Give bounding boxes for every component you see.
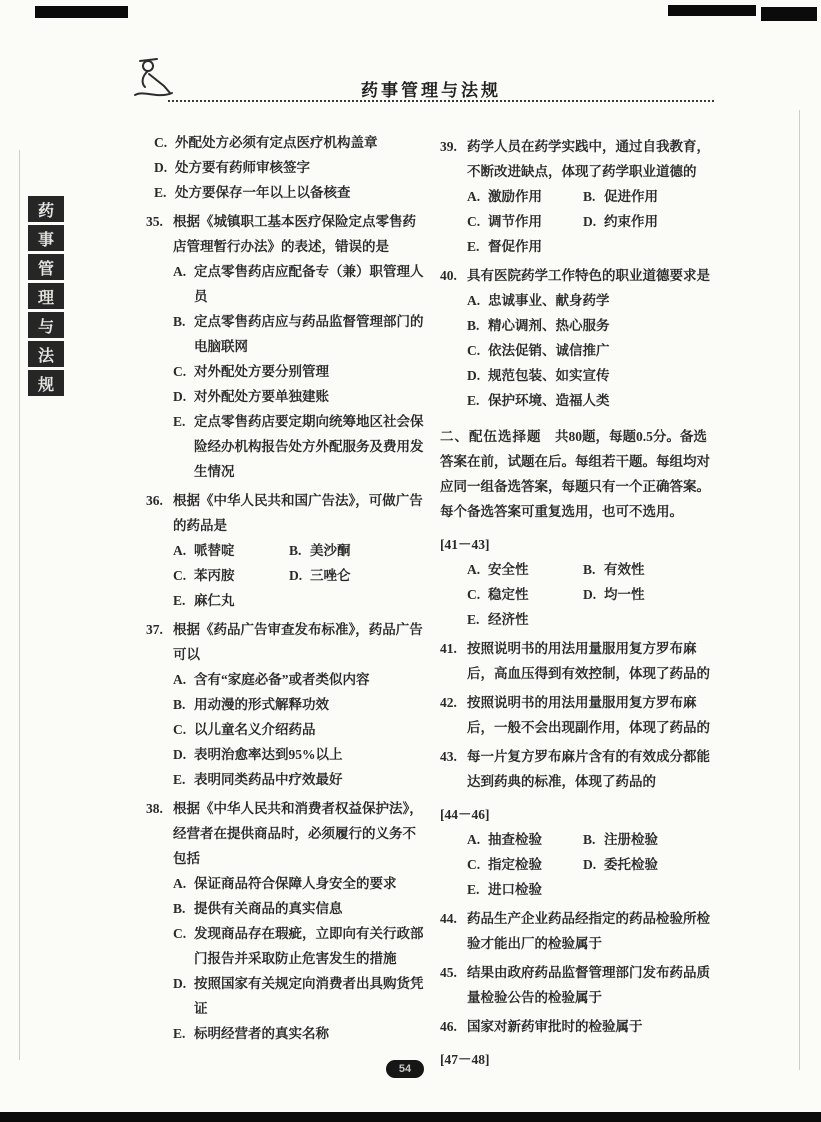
option-item — [289, 538, 424, 563]
question-item — [146, 617, 424, 667]
right-column — [440, 130, 718, 1072]
option-text: 委托检验 — [604, 857, 658, 872]
option-item — [146, 767, 424, 792]
question-text: 按照说明书的用法用量服用复方罗布麻后，一般不会出现副作用，体现了药品的 — [467, 695, 710, 735]
book-edge-tab-char: 理 — [28, 283, 64, 309]
option-text: 约束作用 — [604, 214, 658, 229]
option-text: 规范包装、如实宣传 — [488, 368, 610, 383]
section-instructions: 共80题，每题0.5分。备选答案在前，试题在后。每组若干题。每组均对应同一组备选答案，每题只有一个正确答案。每个备选答案可重复选用，也可不选用。 — [440, 429, 710, 519]
option-label: A. — [467, 293, 481, 308]
question-text: 药学人员在药学实践中，通过自我教育，不断改进缺点，体现了药学职业道德的 — [467, 139, 710, 179]
section-header — [440, 424, 718, 524]
option-item — [440, 338, 718, 363]
option-pair — [440, 184, 718, 209]
option-label: E. — [173, 772, 186, 787]
option-text: 忠诚事业、献身药学 — [488, 293, 610, 308]
option-text: 促进作用 — [604, 189, 658, 204]
question-item — [440, 906, 718, 956]
option-label: D. — [173, 389, 187, 404]
option-text: 对外配处方要单独建账 — [194, 389, 329, 404]
option-item — [467, 582, 583, 607]
option-item — [146, 130, 424, 155]
option-label: D. — [467, 368, 481, 383]
option-label: E. — [173, 1026, 186, 1041]
option-item — [467, 209, 583, 234]
option-item — [173, 538, 289, 563]
scan-artifact-bar — [761, 7, 817, 21]
option-item — [146, 588, 424, 613]
option-label: D. — [173, 976, 187, 991]
option-pair — [440, 582, 718, 607]
option-label: E. — [467, 882, 480, 897]
question-item — [146, 796, 424, 871]
question-number: 39. — [440, 139, 457, 154]
book-edge-tab-char: 法 — [28, 341, 64, 367]
option-text: 督促作用 — [488, 239, 542, 254]
question-number: 43. — [440, 749, 457, 764]
option-label: E. — [467, 612, 480, 627]
option-text: 进口检验 — [488, 882, 542, 897]
option-label: E. — [467, 393, 480, 408]
option-label: C. — [467, 587, 481, 602]
option-label: C. — [467, 214, 481, 229]
option-label: E. — [154, 185, 167, 200]
option-text: 苯丙胺 — [194, 568, 235, 583]
question-number: 40. — [440, 268, 457, 283]
option-text: 均一性 — [604, 587, 645, 602]
book-edge-tab-char: 事 — [28, 225, 64, 251]
book-edge-tab — [28, 196, 64, 396]
option-text: 依法促销、诚信推广 — [488, 343, 610, 358]
book-edge-tab-char: 规 — [28, 370, 64, 396]
question-item — [440, 263, 718, 288]
option-text: 表明同类药品中疗效最好 — [194, 772, 343, 787]
option-item — [146, 871, 424, 896]
option-text: 处方要有药师审核签字 — [175, 160, 310, 175]
option-item — [146, 409, 424, 484]
option-item — [440, 313, 718, 338]
option-label: C. — [467, 857, 481, 872]
option-label: D. — [583, 214, 597, 229]
scan-artifact-bar — [0, 1112, 821, 1122]
option-text: 按照国家有关规定向消费者出具购货凭证 — [194, 976, 424, 1016]
option-item — [146, 180, 424, 205]
option-text: 定点零售药店应配备专（兼）职管理人员 — [194, 264, 424, 304]
option-text: 表明治愈率达到95%以上 — [194, 747, 343, 762]
option-label: A. — [467, 832, 481, 847]
question-number: 44. — [440, 911, 457, 926]
left-column — [146, 130, 424, 1072]
option-label: A. — [467, 562, 481, 577]
option-pair — [440, 209, 718, 234]
section-title: 二、配伍选择题 — [440, 429, 542, 444]
option-text: 稳定性 — [488, 587, 529, 602]
option-label: B. — [583, 189, 596, 204]
question-text: 药品生产企业药品经指定的药品检验所检验才能出厂的检验属于 — [467, 911, 710, 951]
option-item — [146, 384, 424, 409]
option-label: B. — [289, 543, 302, 558]
option-label: B. — [173, 314, 186, 329]
option-text: 美沙酮 — [310, 543, 351, 558]
question-item — [440, 636, 718, 686]
question-number: 36. — [146, 493, 163, 508]
option-item — [146, 1021, 424, 1046]
option-item — [467, 852, 583, 877]
option-item — [440, 607, 718, 632]
answer-group-label: [44－46] — [440, 807, 490, 822]
option-text: 定点零售药店要定期向统筹地区社会保险经办机构报告处方外配服务及费用发生情况 — [194, 414, 424, 479]
option-item — [467, 827, 583, 852]
option-label: B. — [583, 562, 596, 577]
option-text: 以儿童名义介绍药品 — [194, 722, 316, 737]
option-text: 保护环境、造福人类 — [488, 393, 610, 408]
option-label: D. — [583, 587, 597, 602]
option-text: 提供有关商品的真实信息 — [194, 901, 343, 916]
option-text: 激励作用 — [488, 189, 542, 204]
question-number: 38. — [146, 801, 163, 816]
question-item — [440, 960, 718, 1010]
page-edge-line — [19, 150, 20, 1060]
option-text: 精心调剂、热心服务 — [488, 318, 610, 333]
option-text: 发现商品存在瑕疵，立即向有关行政部门报告并采取防止危害发生的措施 — [194, 926, 424, 966]
option-label: C. — [154, 135, 168, 150]
option-item — [440, 877, 718, 902]
option-item — [440, 288, 718, 313]
option-item — [146, 309, 424, 359]
option-item — [146, 359, 424, 384]
option-label: D. — [289, 568, 303, 583]
option-text: 调节作用 — [488, 214, 542, 229]
option-label: A. — [173, 876, 187, 891]
option-text: 指定检验 — [488, 857, 542, 872]
option-pair — [440, 557, 718, 582]
option-item — [146, 921, 424, 971]
option-label: C. — [173, 364, 187, 379]
option-item — [173, 563, 289, 588]
option-item — [146, 971, 424, 1021]
question-text: 根据《城镇职工基本医疗保险定点零售药店管理暂行办法》的表述，错误的是 — [173, 214, 416, 254]
option-text: 哌替啶 — [194, 543, 235, 558]
question-number: 35. — [146, 214, 163, 229]
option-item — [583, 582, 718, 607]
option-text: 处方要保存一年以上以备核查 — [175, 185, 351, 200]
option-label: B. — [173, 697, 186, 712]
option-label: D. — [173, 747, 187, 762]
option-text: 安全性 — [488, 562, 529, 577]
option-text: 用动漫的形式解释功效 — [194, 697, 329, 712]
question-text: 每一片复方罗布麻片含有的有效成分都能达到药典的标准，体现了药品的 — [467, 749, 710, 789]
option-text: 含有“家庭必备”或者类似内容 — [194, 672, 370, 687]
option-item — [440, 363, 718, 388]
option-item — [289, 563, 424, 588]
option-label: B. — [467, 318, 480, 333]
question-text: 具有医院药学工作特色的职业道德要求是 — [467, 268, 710, 283]
page-number-badge: 54 — [386, 1060, 424, 1078]
option-pair — [146, 538, 424, 563]
option-item — [583, 209, 718, 234]
option-text: 保证商品符合保障人身安全的要求 — [194, 876, 397, 891]
scan-artifact-bar — [668, 5, 756, 16]
option-label: D. — [583, 857, 597, 872]
option-text: 外配处方必须有定点医疗机构盖章 — [175, 135, 378, 150]
question-text: 国家对新药审批时的检验属于 — [467, 1019, 643, 1034]
option-item — [146, 742, 424, 767]
option-label: E. — [467, 239, 480, 254]
answer-group-label: [47－48] — [440, 1052, 490, 1067]
option-label: A. — [173, 543, 187, 558]
question-item — [146, 488, 424, 538]
option-label: B. — [173, 901, 186, 916]
option-pair — [440, 852, 718, 877]
option-item — [583, 184, 718, 209]
option-item — [146, 259, 424, 309]
question-text: 根据《中华人民共和国广告法》，可做广告的药品是 — [173, 493, 423, 533]
option-label: C. — [173, 926, 187, 941]
option-text: 麻仁丸 — [194, 593, 235, 608]
question-text: 结果由政府药品监督管理部门发布药品质量检验公告的检验属于 — [467, 965, 710, 1005]
page-edge-line — [799, 110, 800, 1070]
question-item — [440, 1014, 718, 1039]
option-text: 对外配处方要分别管理 — [194, 364, 329, 379]
option-item — [440, 234, 718, 259]
option-label: A. — [173, 672, 187, 687]
question-item — [440, 690, 718, 740]
option-label: C. — [173, 568, 187, 583]
option-text: 定点零售药店应与药品监督管理部门的电脑联网 — [194, 314, 424, 354]
question-text: 根据《中华人民共和消费者权益保护法》，经营者在提供商品时，必须履行的义务不包括 — [173, 801, 423, 866]
option-label: B. — [583, 832, 596, 847]
question-item — [440, 134, 718, 184]
option-item — [146, 155, 424, 180]
option-item — [146, 717, 424, 742]
option-label: D. — [154, 160, 168, 175]
option-label: C. — [173, 722, 187, 737]
question-number: 37. — [146, 622, 163, 637]
question-number: 46. — [440, 1019, 457, 1034]
question-item — [440, 744, 718, 794]
question-body — [146, 130, 718, 1072]
page-title: 药事管理与法规 — [361, 81, 501, 100]
option-item — [583, 557, 718, 582]
option-label: A. — [467, 189, 481, 204]
option-item — [146, 667, 424, 692]
option-text: 经济性 — [488, 612, 529, 627]
question-text: 根据《药品广告审查发布标准》，药品广告可以 — [173, 622, 423, 662]
answer-group-label: [41－43] — [440, 537, 490, 552]
option-text: 有效性 — [604, 562, 645, 577]
option-item — [146, 692, 424, 717]
option-item — [467, 557, 583, 582]
option-pair — [440, 827, 718, 852]
option-text: 三唑仑 — [310, 568, 351, 583]
book-edge-tab-char: 与 — [28, 312, 64, 338]
option-item — [583, 827, 718, 852]
option-text: 标明经营者的真实名称 — [194, 1026, 329, 1041]
option-text: 抽查检验 — [488, 832, 542, 847]
option-item — [583, 852, 718, 877]
option-pair — [146, 563, 424, 588]
question-number: 41. — [440, 641, 457, 656]
option-label: E. — [173, 593, 186, 608]
option-label: E. — [173, 414, 186, 429]
option-item — [467, 184, 583, 209]
option-item — [440, 388, 718, 413]
book-edge-tab-char: 药 — [28, 196, 64, 222]
header-dotted-rule — [168, 100, 714, 102]
option-item — [146, 896, 424, 921]
question-number: 42. — [440, 695, 457, 710]
option-text: 注册检验 — [604, 832, 658, 847]
book-edge-tab-char: 管 — [28, 254, 64, 280]
option-label: C. — [467, 343, 481, 358]
question-number: 45. — [440, 965, 457, 980]
option-label: A. — [173, 264, 187, 279]
question-text: 按照说明书的用法用量服用复方罗布麻后，高血压得到有效控制，体现了药品的 — [467, 641, 710, 681]
scan-artifact-bar — [35, 6, 128, 18]
question-item — [146, 209, 424, 259]
